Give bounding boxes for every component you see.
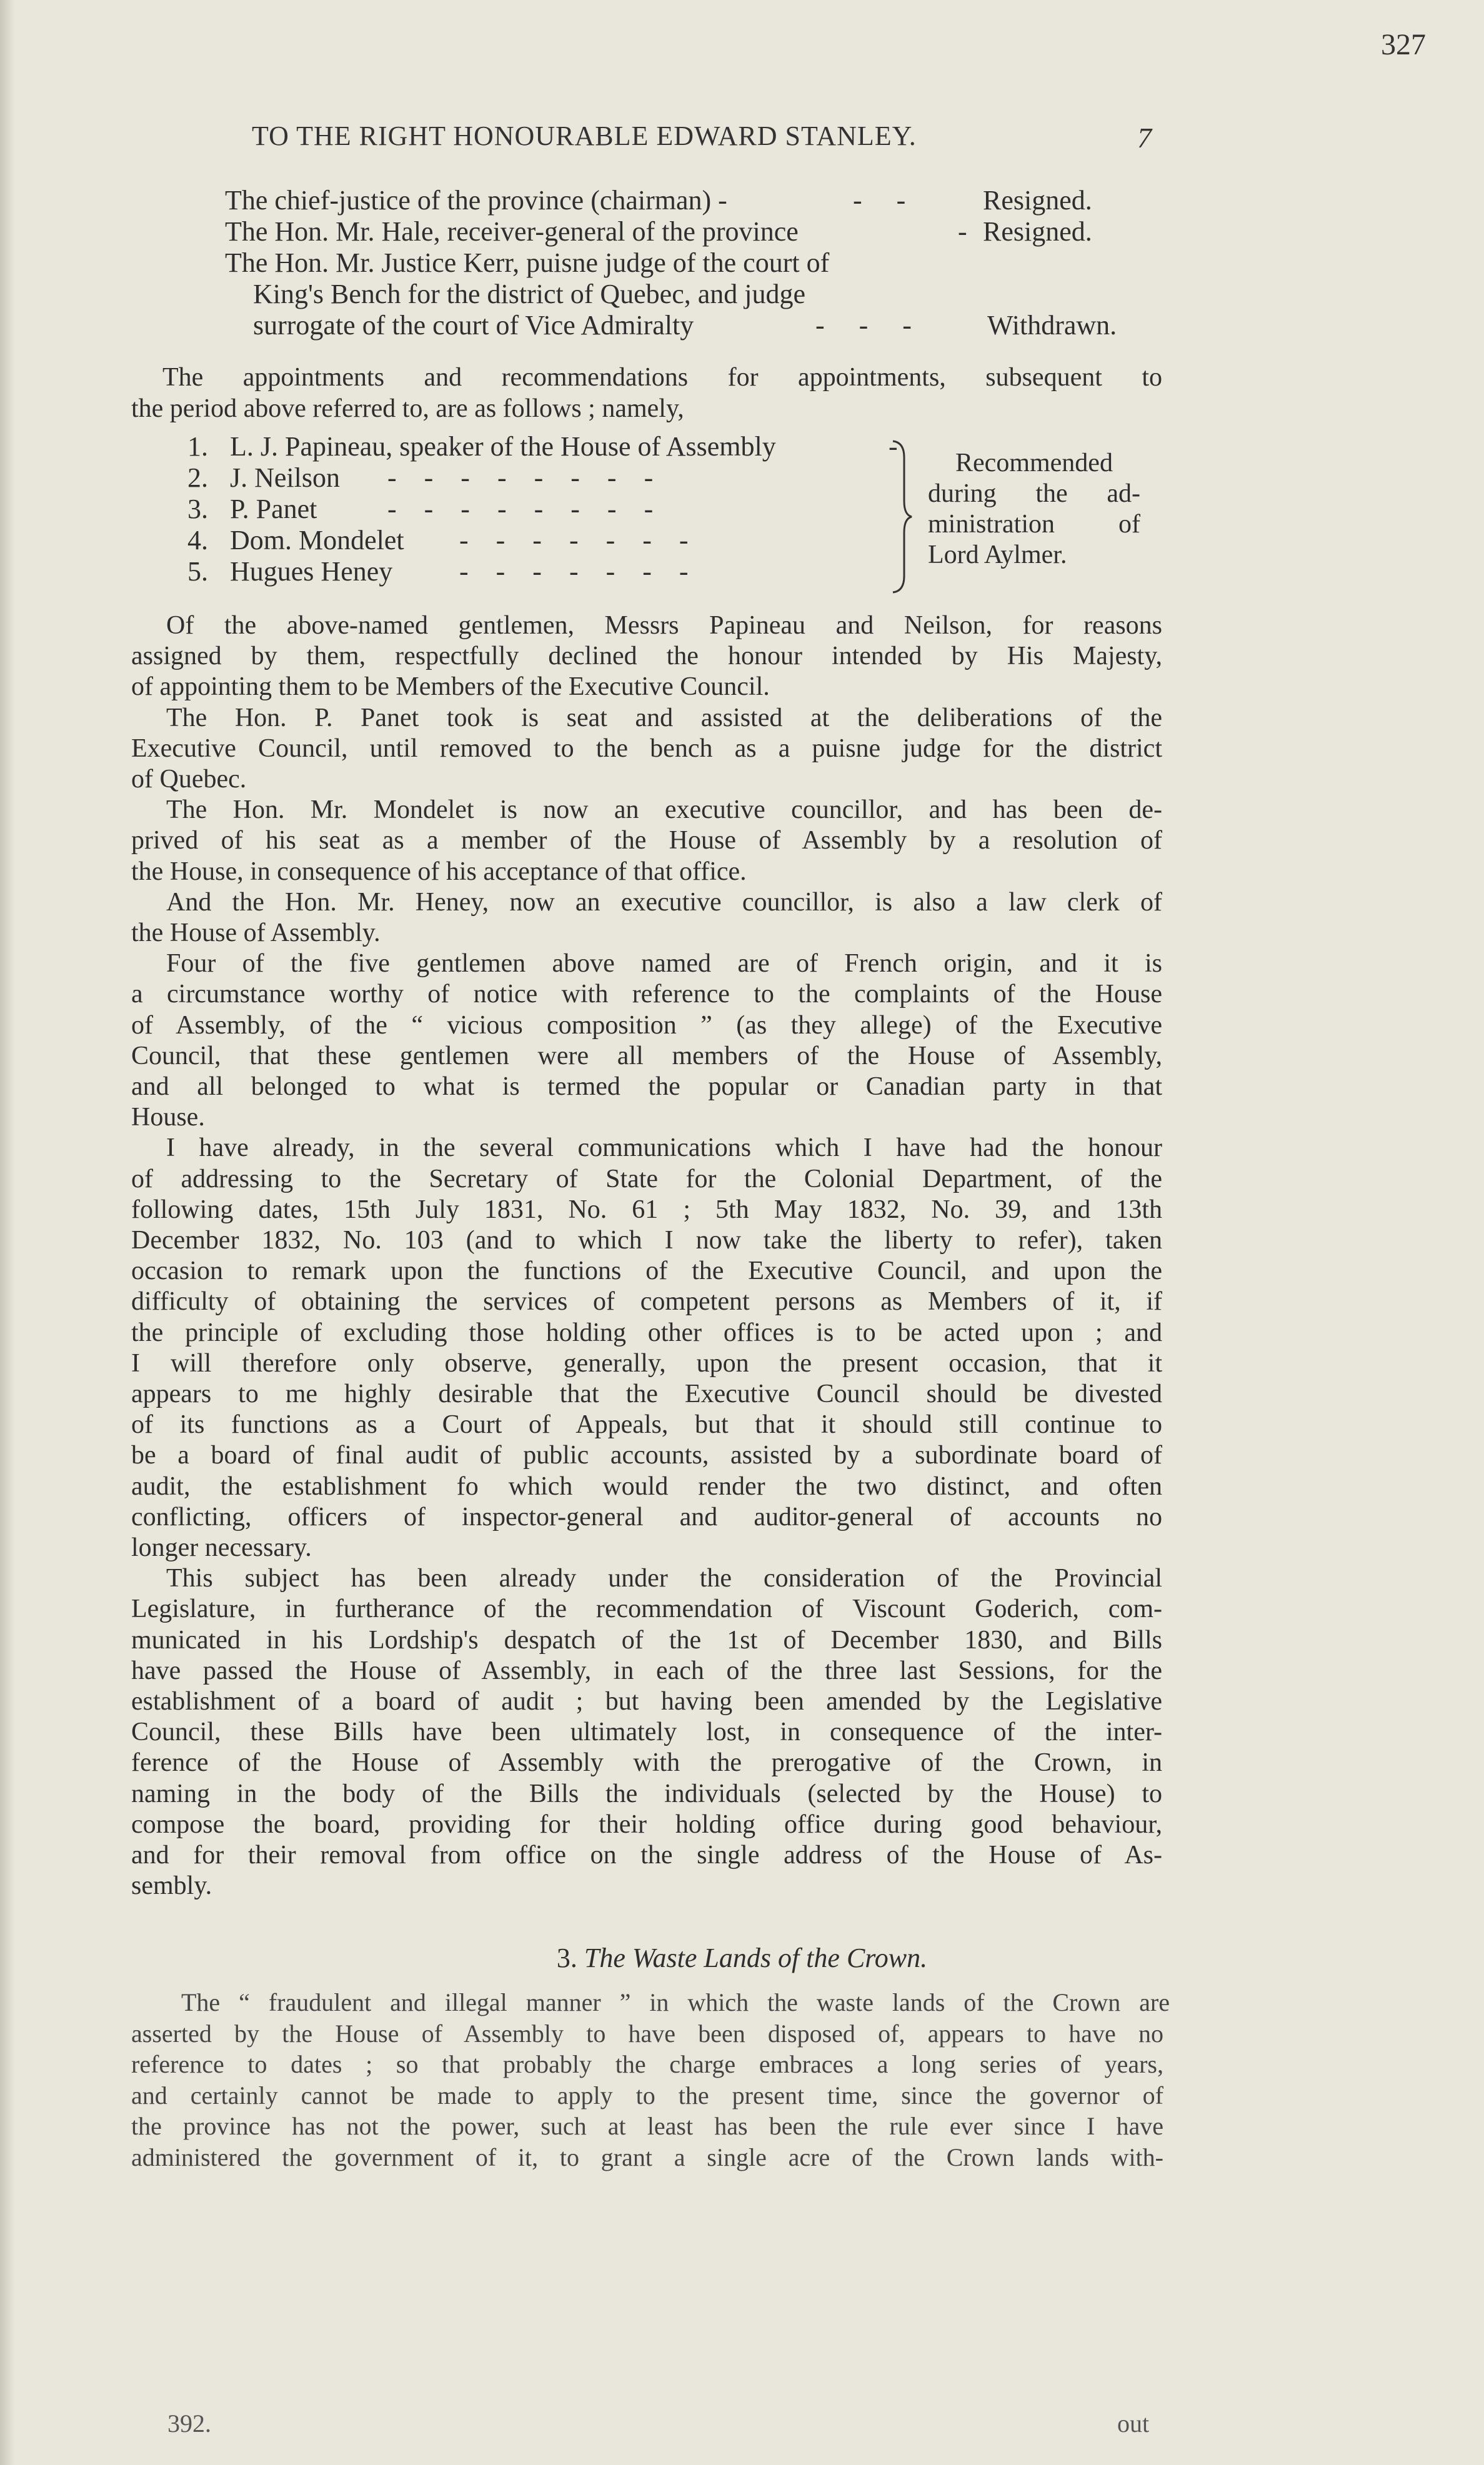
appointment-dashes: - - - - - - - [459, 525, 689, 555]
right-brace-icon [890, 439, 915, 595]
paragraph-line: December 1832, No. 103 (and to which I now take the liberty to refer), taken [131, 1226, 1162, 1255]
council-item-status: Withdrawn. [987, 310, 1117, 341]
council-item-dashes: - [958, 216, 967, 247]
paragraph-line: establishment of a board of audit ; but having been amended by the Legislative [131, 1687, 1162, 1716]
folio-number: 7 [1137, 122, 1152, 154]
paragraph-line: This subject has been already under the consideration of the Provincial [166, 1564, 1162, 1593]
paragraph-line: following dates, 15th July 1831, No. 61 ; 5th May 1832, No. 39, and 13th [131, 1195, 1162, 1224]
paragraph-line: And the Hon. Mr. Heney, now an executive councillor, is also a law clerk of [166, 887, 1162, 917]
council-item-text: surrogate of the court of Vice Admiralty [253, 310, 694, 341]
paragraph-line: assigned by them, respectfully declined the honour intended by His Majesty, [131, 642, 1162, 671]
paragraph-line: be a board of final audit of public accounts, assisted by a subordinate board of [131, 1441, 1162, 1470]
council-item-status: Resigned. [983, 185, 1092, 216]
running-head: TO THE RIGHT HONOURABLE EDWARD STANLEY. [252, 121, 917, 151]
paragraph-line: occasion to remark upon the functions of the Executive Council, and upon the [131, 1257, 1162, 1286]
paragraph-line: reference to dates ; so that probably the charge embraces a long series of years, [131, 2050, 1163, 2078]
paragraph-line: House. [131, 1103, 205, 1132]
paragraph-line: of appointing them to be Members of the Executive Council. [131, 672, 770, 702]
appointment-number: 3. [187, 494, 208, 524]
recommendation-line: Lord Aylmer. [928, 540, 1067, 569]
paragraph-line: Council, that these gentlemen were all members of the House of Assembly, [131, 1041, 1162, 1070]
appointment-number: 5. [187, 556, 208, 587]
appointment-dashes: - - - - - - - [459, 556, 689, 587]
signature-mark: 392. [167, 2409, 211, 2438]
appointment-name: Dom. Mondelet [230, 525, 404, 555]
paragraph-line: the principle of excluding those holding other offices is to be acted upon ; and [131, 1318, 1162, 1347]
paragraph-line: I will therefore only observe, generally, upon the present occasion, that it [131, 1348, 1162, 1378]
recommendation-line: during the ad- [928, 479, 1140, 508]
appointment-number: 4. [187, 525, 208, 555]
paragraph-line: and all belonged to what is termed the popular or Canadian party in that [131, 1072, 1162, 1101]
paragraph-line: I have already, in the several communications which I have had the honour [166, 1133, 1162, 1163]
paragraph-line: The Hon. P. Panet took is seat and assisted at the deliberations of the [166, 703, 1162, 732]
paragraph-line: appears to me highly desirable that the Executive Council should be divested [131, 1380, 1162, 1408]
appointment-number: 1. [187, 431, 208, 462]
council-item-dashes: - - [853, 185, 906, 216]
paragraph-line: asserted by the House of Assembly to have been disposed of, appears to have no [131, 2019, 1163, 2048]
paragraph-line: and certainly cannot be made to apply to the present time, since the governor of [131, 2081, 1163, 2109]
paragraph-line: naming in the body of the Bills the individuals (selected by the House) to [131, 1779, 1162, 1808]
paragraph-line: compose the board, providing for their holding office during good behaviour, [131, 1810, 1162, 1839]
paragraph-line: of its functions as a Court of Appeals, but that it should still continue to [131, 1410, 1162, 1440]
paragraph-line: difficulty of obtaining the services of competent persons as Members of it, if [131, 1287, 1162, 1317]
paragraph-line: the House of Assembly. [131, 919, 381, 947]
recommendation-note [928, 448, 1140, 570]
council-item-text: King's Bench for the district of Quebec, and judge [253, 279, 806, 309]
paragraph-line: the province has not the power, such at least has been the rule ever since I have [131, 2112, 1163, 2140]
paragraph-line: The Hon. Mr. Mondelet is now an executive councillor, and has been de- [166, 795, 1162, 825]
paragraph-line: audit, the establishment fo which would render the two distinct, and often [131, 1472, 1162, 1501]
paragraph-line: the House, in consequence of his acceptance of that office. [131, 857, 747, 886]
paragraph-line: municated in his Lordship's despatch of the 1st of December 1830, and Bills [131, 1625, 1162, 1655]
council-item-text: The chief-justice of the province (chairman) - [225, 185, 727, 216]
paragraph-line: prived of his seat as a member of the House of Assembly by a resolution of [131, 826, 1162, 855]
paragraph-line: The appointments and recommendations for appointments, subsequent to [162, 363, 1162, 392]
paragraph-line: of Quebec. [131, 765, 247, 794]
paragraph-line: Council, these Bills have been ultimately lost, in consequence of the inter- [131, 1718, 1162, 1747]
catchword: out [1117, 2409, 1150, 2438]
paragraph-line: The “ fraudulent and illegal manner ” in which the waste lands of the Crown are [181, 1988, 1170, 2016]
appointment-name: L. J. Papineau, speaker of the House of Assembly [230, 431, 776, 462]
appointment-name: Hugues Heney [230, 556, 393, 587]
appointment-name: J. Neilson [230, 462, 340, 493]
council-item-dashes: - - - [815, 310, 912, 341]
appointment-dashes: - - - - - - - - [387, 462, 654, 493]
appointment-number: 2. [187, 462, 208, 493]
paragraph-line: and for their removal from office on the single address of the House of As- [131, 1841, 1162, 1870]
paragraph-line: conflicting, officers of inspector-general and auditor-general of accounts no [131, 1502, 1162, 1531]
appointment-dashes: - - - - - - - - [387, 494, 654, 524]
paragraph-line: a circumstance worthy of notice with reference to the complaints of the House [131, 980, 1162, 1009]
paragraph-line: ference of the House of Assembly with the prerogative of the Crown, in [131, 1748, 1162, 1778]
paragraph-line: Four of the five gentlemen above named are of French origin, and it is [166, 949, 1162, 979]
paragraph-line: sembly. [131, 1871, 212, 1901]
appointment-name: P. Panet [230, 494, 317, 524]
appointment-dashes: - [889, 431, 898, 462]
page-gutter-shadow [0, 0, 15, 2465]
paragraph-line: have passed the House of Assembly, in each of the three last Sessions, for the [131, 1656, 1162, 1685]
section-heading [0, 1942, 1484, 1974]
council-item-text: The Hon. Mr. Justice Kerr, puisne judge of the court of [225, 247, 830, 278]
paragraph-line: of addressing to the Secretary of State for the Colonial Department, of the [131, 1164, 1162, 1193]
paragraph-line: Of the above-named gentlemen, Messrs Papineau and Neilson, for reasons [166, 611, 1162, 640]
council-item-text: The Hon. Mr. Hale, receiver-general of the province [225, 216, 799, 247]
section-number: 3. [556, 1943, 577, 1973]
section-title: The Waste Lands of the Crown. [584, 1943, 928, 1973]
paragraph-line: longer necessary. [131, 1533, 312, 1562]
recommendation-line: Recommended [955, 449, 1113, 477]
council-item-status: Resigned. [983, 216, 1092, 247]
paragraph-line: administered the government of it, to grant a single acre of the Crown lands with- [131, 2143, 1163, 2171]
recommendation-line: ministration of [928, 510, 1140, 539]
page-number: 327 [1381, 28, 1426, 61]
paragraph-line: of Assembly, of the “ vicious composition ” (as they allege) of the Executive [131, 1010, 1162, 1040]
paragraph-line: Executive Council, until removed to the bench as a puisne judge for the district [131, 734, 1162, 763]
paragraph-line: the period above referred to, are as follows ; namely, [131, 394, 684, 423]
paragraph-line: Legislature, in furtherance of the recommendation of Viscount Goderich, com- [131, 1595, 1162, 1624]
